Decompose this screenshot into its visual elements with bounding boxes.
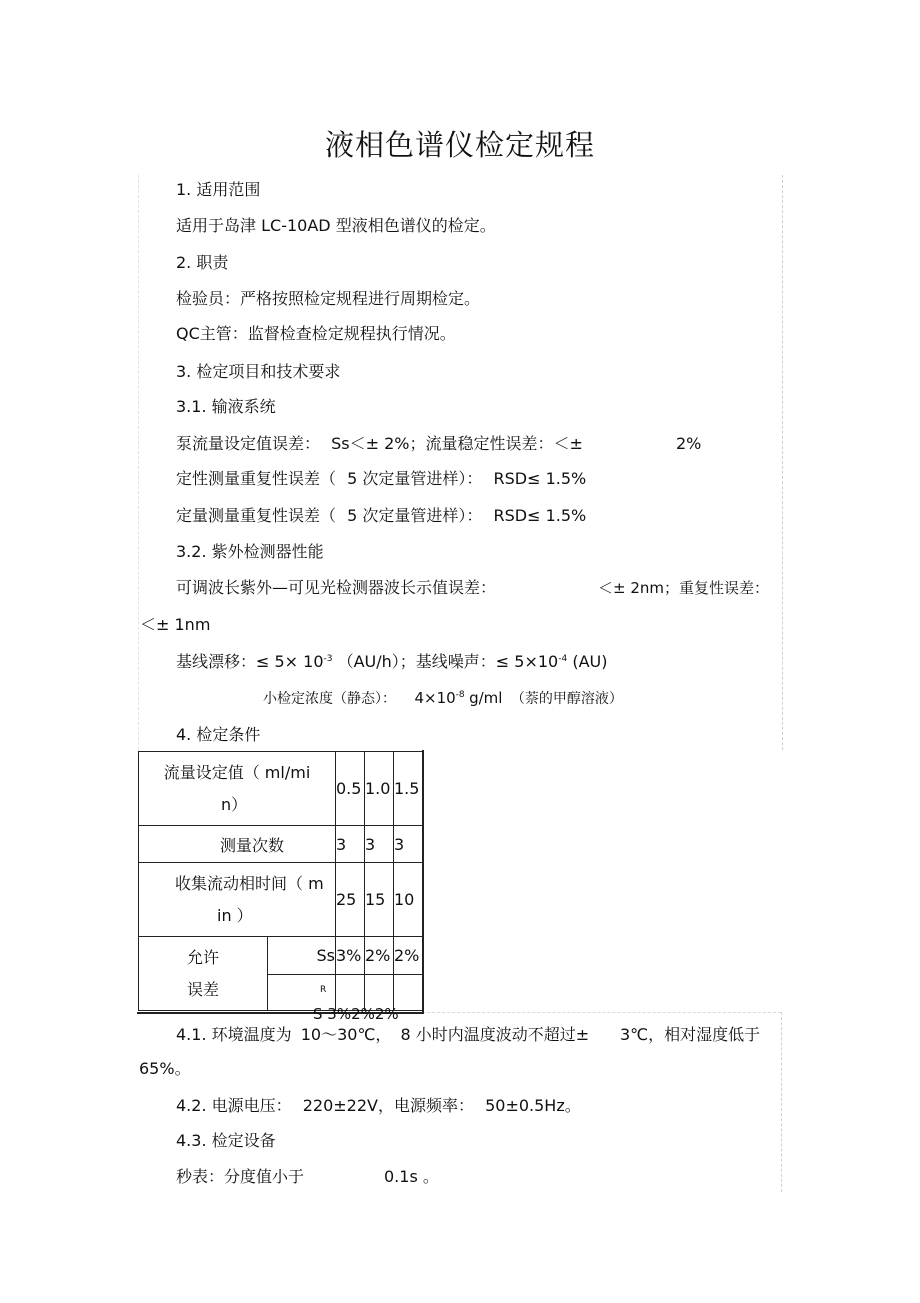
noise-exponent: -4: [558, 654, 568, 664]
pump-flow-spec: [176, 433, 583, 455]
quantitative-repeatability: [176, 505, 586, 527]
page-title: 液相色谱仪检定规程: [324, 128, 595, 162]
min-value: 4×10: [414, 689, 456, 707]
pump-label: 泵流量设定值误差：: [176, 434, 321, 453]
table-row: [139, 826, 423, 863]
wavelength-error-label: 可调波长紫外—可见光检测器波长示值误差：: [176, 578, 497, 597]
flow-label-line1: 流量设定值（ ml/mi: [163, 762, 311, 782]
min-label: 小检定浓度（静态）：: [263, 691, 396, 707]
table-cell: 15: [365, 863, 394, 937]
section-1-text: [176, 215, 496, 237]
measure-count-label: 测量次数: [139, 826, 336, 863]
conditions-table: [138, 751, 423, 1011]
pump-flow-tail: 2%: [676, 434, 702, 453]
noise-unit: (AU): [572, 652, 608, 671]
stopwatch-value: 0.1s 。: [384, 1167, 439, 1186]
allowed-error-label: [139, 937, 268, 1011]
min-unit: g/ml: [469, 689, 503, 707]
min-exponent: -8: [455, 690, 465, 700]
table-cell: 2%: [394, 937, 423, 975]
stopwatch-label: 秒表：分度值小于: [176, 1167, 305, 1186]
wavelength-error-value: ＜± 2nm；重复性误差：: [598, 579, 769, 597]
qc-label: QC: [176, 324, 200, 343]
section-3-heading: 3. 检定项目和技术要求: [176, 362, 341, 381]
noise-label: （AU/h）；基线噪声：≤ 5×10: [337, 652, 559, 671]
quant-label: 定量测量重复性误差（: [176, 506, 337, 525]
drift-exponent: -3: [323, 654, 333, 664]
section-4-2: [176, 1095, 581, 1117]
qual-label: 定性测量重复性误差（: [176, 469, 337, 488]
flow-label-line2: n）: [221, 794, 248, 814]
section-3-2-heading: 3.2. 紫外检测器性能: [176, 542, 324, 561]
ss-label: Ss: [268, 937, 336, 975]
rsd-superscript: R: [320, 985, 327, 995]
table-row: [139, 752, 423, 826]
qc-duty: [176, 323, 456, 345]
table-cell: 1.5: [394, 752, 423, 826]
table-cell: 3: [336, 826, 365, 863]
section-3-1-heading: 3.1. 输液系统: [176, 397, 276, 416]
voltage-value: 220±22V，电源频率：: [302, 1096, 474, 1115]
baseline-spec: [176, 648, 607, 673]
voltage-label: 4.2. 电源电压：: [176, 1096, 292, 1115]
table-cell: 10: [394, 863, 423, 937]
allowed-label-line2: 误差: [186, 979, 219, 999]
min-solution: （萘的甲醇溶液）: [510, 691, 623, 707]
rsd-overflow-line: S 3%2%2%: [313, 1005, 399, 1023]
env-fluct-label: 小时内温度波动不超过±: [415, 1025, 590, 1044]
section-4-3-heading: 4.3. 检定设备: [176, 1131, 276, 1150]
table-row: [139, 863, 423, 937]
env-temp-label: 4.1. 环境温度为: [176, 1025, 292, 1044]
env-temp-range: 10～30℃，: [300, 1025, 392, 1044]
wavelength-repeat-value: ＜± 1nm: [140, 615, 211, 634]
table-cell: 3: [394, 826, 423, 863]
scope-text-a: 适用于岛津: [176, 216, 257, 235]
quant-count: 5: [347, 506, 358, 525]
section-4-heading: 4. 检定条件: [176, 725, 261, 744]
scope-text-c: 型液相色谱仪的检定。: [335, 216, 496, 235]
qual-count: 5: [347, 469, 358, 488]
qual-method: 次定量管进样）：: [362, 469, 483, 488]
section-2-heading: 2. 职责: [176, 253, 229, 272]
section-4-1-tail: 3℃，相对湿度低于: [620, 1025, 761, 1044]
qc-text: 主管：监督检查检定规程执行情况。: [199, 324, 456, 343]
quant-method: 次定量管进样）：: [362, 506, 483, 525]
collect-label-line2: in ）: [217, 905, 253, 925]
frequency-value: 50±0.5Hz。: [485, 1096, 581, 1115]
scope-model: LC-10AD: [261, 216, 331, 235]
qualitative-repeatability: [176, 468, 586, 490]
table-cell: 25: [336, 863, 365, 937]
min-concentration: [263, 684, 623, 710]
collect-time-label: [139, 863, 336, 937]
env-hours: 8: [400, 1025, 411, 1044]
table-row: [139, 937, 423, 975]
drift-label: 基线漂移：≤ 5× 10: [176, 652, 324, 671]
table-cell: 3%: [336, 937, 365, 975]
table-cell: 1.0: [365, 752, 394, 826]
qual-value: RSD≤ 1.5%: [493, 469, 587, 488]
pump-values: Ss＜± 2%；流量稳定性误差：＜±: [331, 434, 583, 453]
table-cell: 3: [365, 826, 394, 863]
collect-label-line1: 收集流动相时间（ m: [175, 873, 324, 893]
section-1-heading: 1. 适用范围: [176, 180, 261, 199]
inspector-duty: 检验员：严格按照检定规程进行周期检定。: [176, 289, 481, 308]
section-4-1: [176, 1024, 589, 1046]
table-cell: 0.5: [336, 752, 365, 826]
flow-setting-label: [139, 752, 336, 826]
table-cell: 2%: [365, 937, 394, 975]
allowed-label-line1: 允许: [186, 947, 219, 967]
quant-value: RSD≤ 1.5%: [493, 506, 587, 525]
section-4-1-humidity: 65%。: [139, 1059, 191, 1078]
